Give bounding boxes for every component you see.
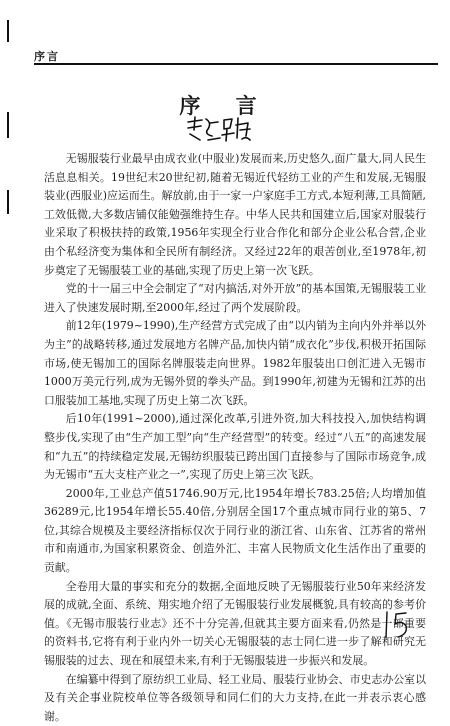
paragraph: 无锡服装行业最早由成衣业(中服业)发展而来,历史悠久,面广量大,同人民生活息息相关。19世纪末20世纪初,随着无锡近代轻纺工业的产生和发展,无锡服装业(西服业)应运而生。解放前,由于一家一户家庭手工方式,本短利薄,工具简陋,工效低微,大多数店铺仅能勉强维持生存。中华人民共和国建立后,国家对服装行业采取了积极扶持的政策,1956年实现全行业合作化和部分企业公私合营,企业由个私经济变为集体和全民所有制经济。又经过22年的艰苦创业,至1978年,初步奠定了无锡服装工业的基础,实现了历史上第一次飞跃。 [44, 152, 426, 277]
binding-mark-top [7, 20, 9, 42]
handwritten-page-number [380, 608, 414, 646]
handwritten-signature [184, 114, 254, 148]
header-rule [34, 63, 438, 65]
running-header: 序言 [34, 50, 60, 63]
paragraph: 前12年(1979~1990),生产经营方式完成了由“以内销为主向内外并举以外为主”的战略转移,通过发展地方名牌产品,加快内销“成衣化”步伐,积极开拓国际市场,使无锡加工的国际名牌服装走向世界。1982年服装出口创汇进入无锡市1000万美元行列,成为无锡外贸的拳头产品。到1990年,初建为无锡和江苏的出口服装加工基地,实现了历史上第二次飞跃。 [44, 319, 426, 407]
paragraph: 党的十一届三中全会制定了“对内搞活,对外开放”的基本国策,无锡服装工业进入了快速发展时期,至2000年,经过了两个发展阶段。 [44, 282, 426, 314]
paragraph: 在编纂中得到了原纺织工业局、轻工业局、服装行业协会、市史志办公室以及有关企事业院校单位等各级领导和同仁们的大力支持,在此一并表示衷心感谢。 [44, 672, 426, 723]
preface-body [44, 150, 426, 726]
binding-mark-lower [7, 190, 9, 214]
page-title: 序 言 [179, 93, 271, 118]
paragraph: 全卷用大量的事实和充分的数据,全面地反映了无锡服装行业50年来经济发展的成就,全面、系统、翔实地介绍了无锡服装行业发展概貌,具有较高的参考价值。《无锡市服装行业志》还不十分完善,但就其主要方面来看,仍然是一部重要的资料书,它将有利于业内外一切关心无锡服装的志士同仁进一步了解和研究无锡服装的过去、现在和展望未来,有利于无锡服装进一步振兴和发展。 [44, 579, 426, 668]
paragraph: 2000年,工业总产值51746.90万元,比1954年增长783.25倍;人均增加值36289元,比1954年增长55.40倍,分别居全国17个重点城市同行业的第5、7位,其综合规模及主要经济指标仅次于同行业的浙江省、山东省、江苏省的常州市和南通市,为国家积累资金、创造外汇、丰富人民物质文化生活作出了重要的贡献。 [44, 486, 426, 575]
paragraph: 后10年(1991~2000),通过深化改革,引进外资,加大科技投入,加快结构调整步伐,实现了由“生产加工型”向“生产经营型”的转变。经过“八五”的高速发展和“九五”的持续稳定发展,无锡纺织服装已跨出国门直接参与了国际市场竞争,成为无锡市“五大支柱产业之一”,实现了历史上第三次飞跃。 [44, 412, 426, 482]
